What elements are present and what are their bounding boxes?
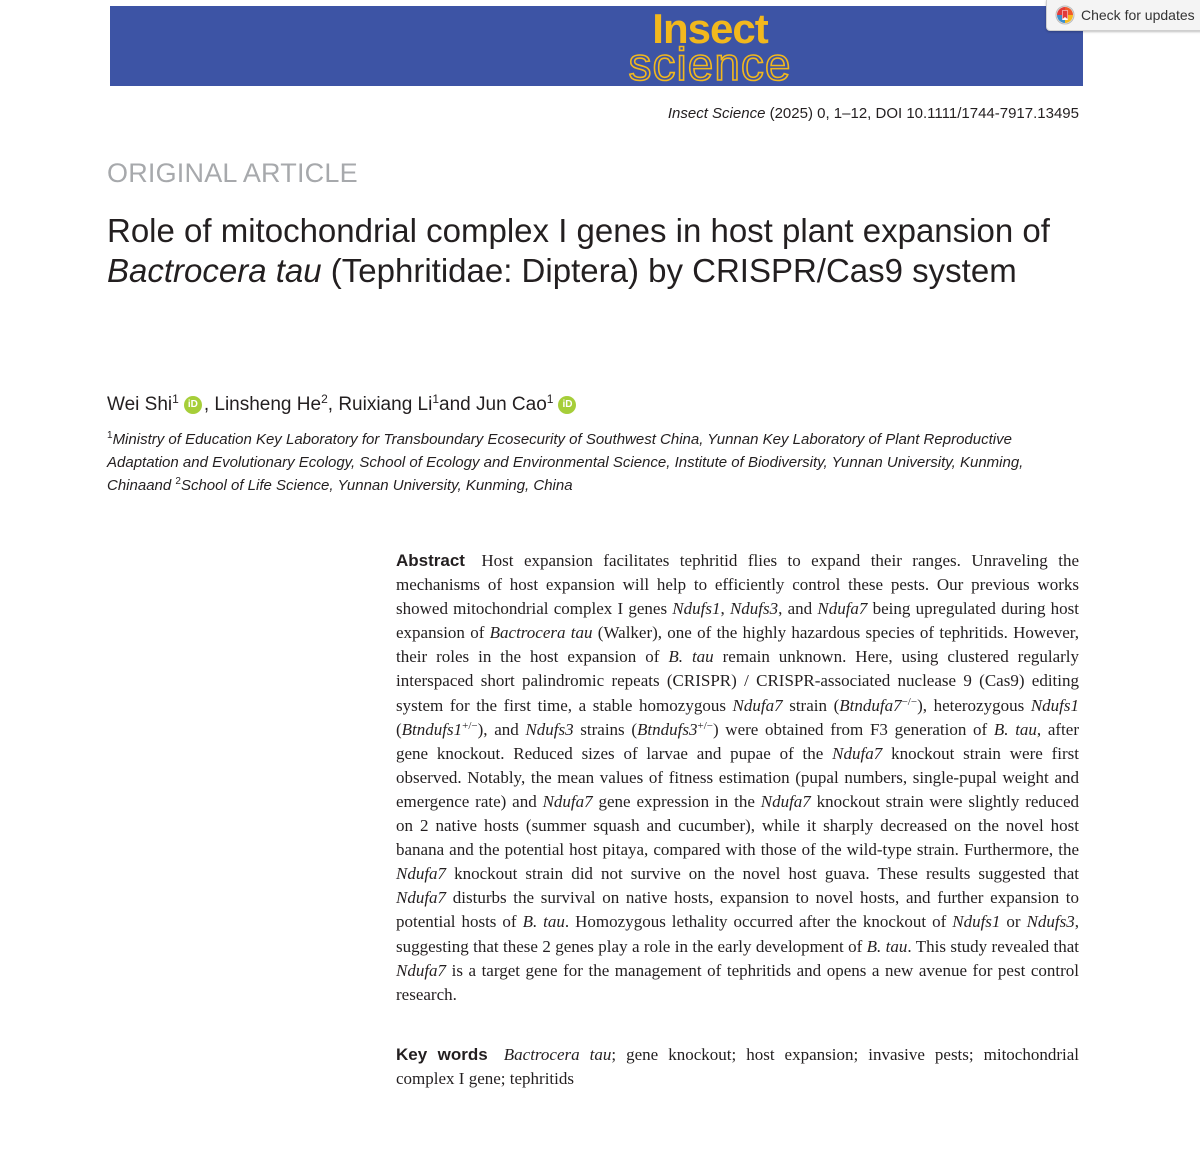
keywords-text: ; gene knockout; host expansion; invasive pests; mitochondrial complex I gene; tephritids [396,1045,1079,1089]
logo-top-text: Insect [652,5,768,52]
affiliation-2: School of Life Science, Yunnan University, Kunming, China [180,477,573,494]
strain-name: Btndufa7 [839,695,902,715]
citation-line [560,105,1079,122]
author-name: Wei Shi [107,394,173,415]
keyword-species: Bactrocera tau [503,1045,612,1064]
journal-logo [580,5,840,90]
journal-banner [110,5,1083,90]
abstract-text: strains ( [573,719,638,739]
orcid-icon[interactable]: iD [184,396,202,414]
species-name: Bactrocera tau [489,623,593,643]
abstract-text: , [720,599,730,619]
abstract-text: is a target gene for the management of tephritids and opens a new avenue for pest control research. [396,960,1079,1004]
gene-name: Ndufa7 [732,695,783,715]
abstract-text: knockout strain did not survive on the novel host guava. These results suggested that [446,864,1079,884]
affil-sup: 2 [175,476,181,487]
author-jun-cao[interactable] [476,392,553,418]
genotype-sup: −/− [901,695,918,708]
abstract-text: disturbs the survival on native hosts, expansion to novel hosts, and further expansion to potential hosts of [396,888,1079,932]
abstract-text: or [1000,912,1027,932]
gene-name: Ndufs3 [1026,912,1075,932]
gene-name: Ndufa7 [760,791,811,811]
affil-sup: 1 [107,430,113,441]
author-affil-sup: 1 [172,392,179,406]
citation-details: (2025) 0, 1–12, DOI 10.1111/1744-7917.13495 [765,105,1079,122]
abstract-text: being upregulated during host expansion of [396,599,1080,643]
abstract-text: knockout strain were first observed. Notably, the mean values of fitness estimation (pupal numbers, single-pupal weight and emergence rate) and [396,743,1079,811]
strain-name: Btndufs3 [637,719,698,739]
gene-name: Ndufs1 [952,912,1001,932]
author-name: Linsheng He [214,394,322,415]
gene-name: Ndufs3 [729,599,779,619]
keywords-heading: Key words [396,1045,488,1064]
title-part-2: (Tephritidae: Diptera) by CRISPR/Cas9 system [321,252,1017,289]
abstract-text: ( [396,719,402,739]
species-name: B. tau [993,719,1037,739]
orcid-icon[interactable]: iD [558,396,576,414]
crossmark-icon [1055,5,1075,25]
author-separator: and [439,394,471,415]
abstract-text: knockout strain were slightly reduced on 2 native hosts (summer squash and cucumber), while it sharply decreased on the novel host banana and the potential host pitaya, compared with those of the wild-type strain. Furthermore, the [396,791,1079,860]
gene-name: Ndufa7 [396,888,447,908]
author-wei-shi[interactable] [107,392,179,418]
strain-name: Btndufs1 [401,719,463,739]
abstract-text: Host expansion facilitates tephritid flies to expand their ranges. Unraveling the mechanisms of host expansion will help to efficiently control these pests. Our previous works showed mitochondrial complex I genes [396,551,1079,619]
abstract-text: ) were obtained from F3 generation of [712,719,994,739]
gene-name: Ndufs3 [525,719,574,739]
affiliations [107,428,1082,497]
species-name: B. tau [668,647,714,667]
check-for-updates-label: Check for updates [1081,7,1195,23]
abstract-text: ), and [477,719,526,739]
author-separator: , [327,394,334,415]
abstract-text: . Homozygous lethality occurred after the knockout of [564,912,953,932]
author-linsheng-he[interactable] [214,392,327,418]
genotype-sup: +/− [462,719,478,732]
gene-name: Ndufa7 [832,743,883,763]
article-type: ORIGINAL ARTICLE [107,158,358,188]
logo-bottom-text: science [628,38,792,90]
gene-name: Ndufa7 [817,599,868,619]
abstract-text: , after gene knockout. Reduced sizes of larvae and pupae of the [396,719,1079,763]
author-affil-sup: 2 [321,392,328,406]
abstract-text: , and [778,599,818,619]
abstract-text: gene expression in the [592,791,761,811]
author-affil-sup: 1 [546,392,554,406]
abstract [396,549,1079,1007]
gene-name: Ndufs1 [1030,695,1079,715]
citation-journal: Insect Science [667,105,766,122]
author-ruixiang-li[interactable] [338,392,439,418]
gene-name: Ndufa7 [542,791,593,811]
title-species: Bactrocera tau [107,252,322,289]
abstract-text: ), heterozygous [917,695,1031,715]
gene-name: Ndufa7 [396,864,447,884]
check-for-updates-button[interactable] [1046,0,1200,31]
gene-name: Ndufa7 [396,960,447,980]
species-name: B. tau [522,912,565,932]
article-title [107,211,1067,291]
abstract-text: , suggesting that these 2 genes play a role in the early development of [396,912,1079,956]
author-name: Ruixiang Li [338,394,433,415]
genotype-sup: +/− [697,719,713,732]
abstract-text: . This study revealed that [907,936,1080,956]
author-separator: , [203,394,210,415]
author-name: Jun Cao [476,394,547,415]
abstract-text: remain unknown. Here, using clustered regularly interspaced short palindromic repeats (CRISPR) / CRISPR-associated nuclease 9 (Cas9) editing system for the first time, a stable homozygous [396,647,1080,715]
affiliation-1: Ministry of Education Key Laboratory for Transboundary Ecosecurity of Southwest China, Yunnan Key Laboratory of Plant Reproductive Adaptation and Evolutionary Ecology, School of Ecology and Environmental Science, Institute of Biodiversity, Yunnan University, Kunming, Chinaand [107,431,1024,494]
gene-name: Ndufs1 [672,599,721,619]
keywords [396,1043,1079,1091]
author-affil-sup: 1 [432,392,440,406]
abstract-text: strain ( [782,695,840,715]
title-part-1: Role of mitochondrial complex I genes in host plant expansion of [107,212,1050,249]
abstract-text: (Walker), one of the highly hazardous species of tephritids. However, their roles in the host expansion of [396,623,1079,667]
author-list [107,392,1007,418]
abstract-heading: Abstract [396,551,465,570]
species-name: B. tau [866,936,908,956]
